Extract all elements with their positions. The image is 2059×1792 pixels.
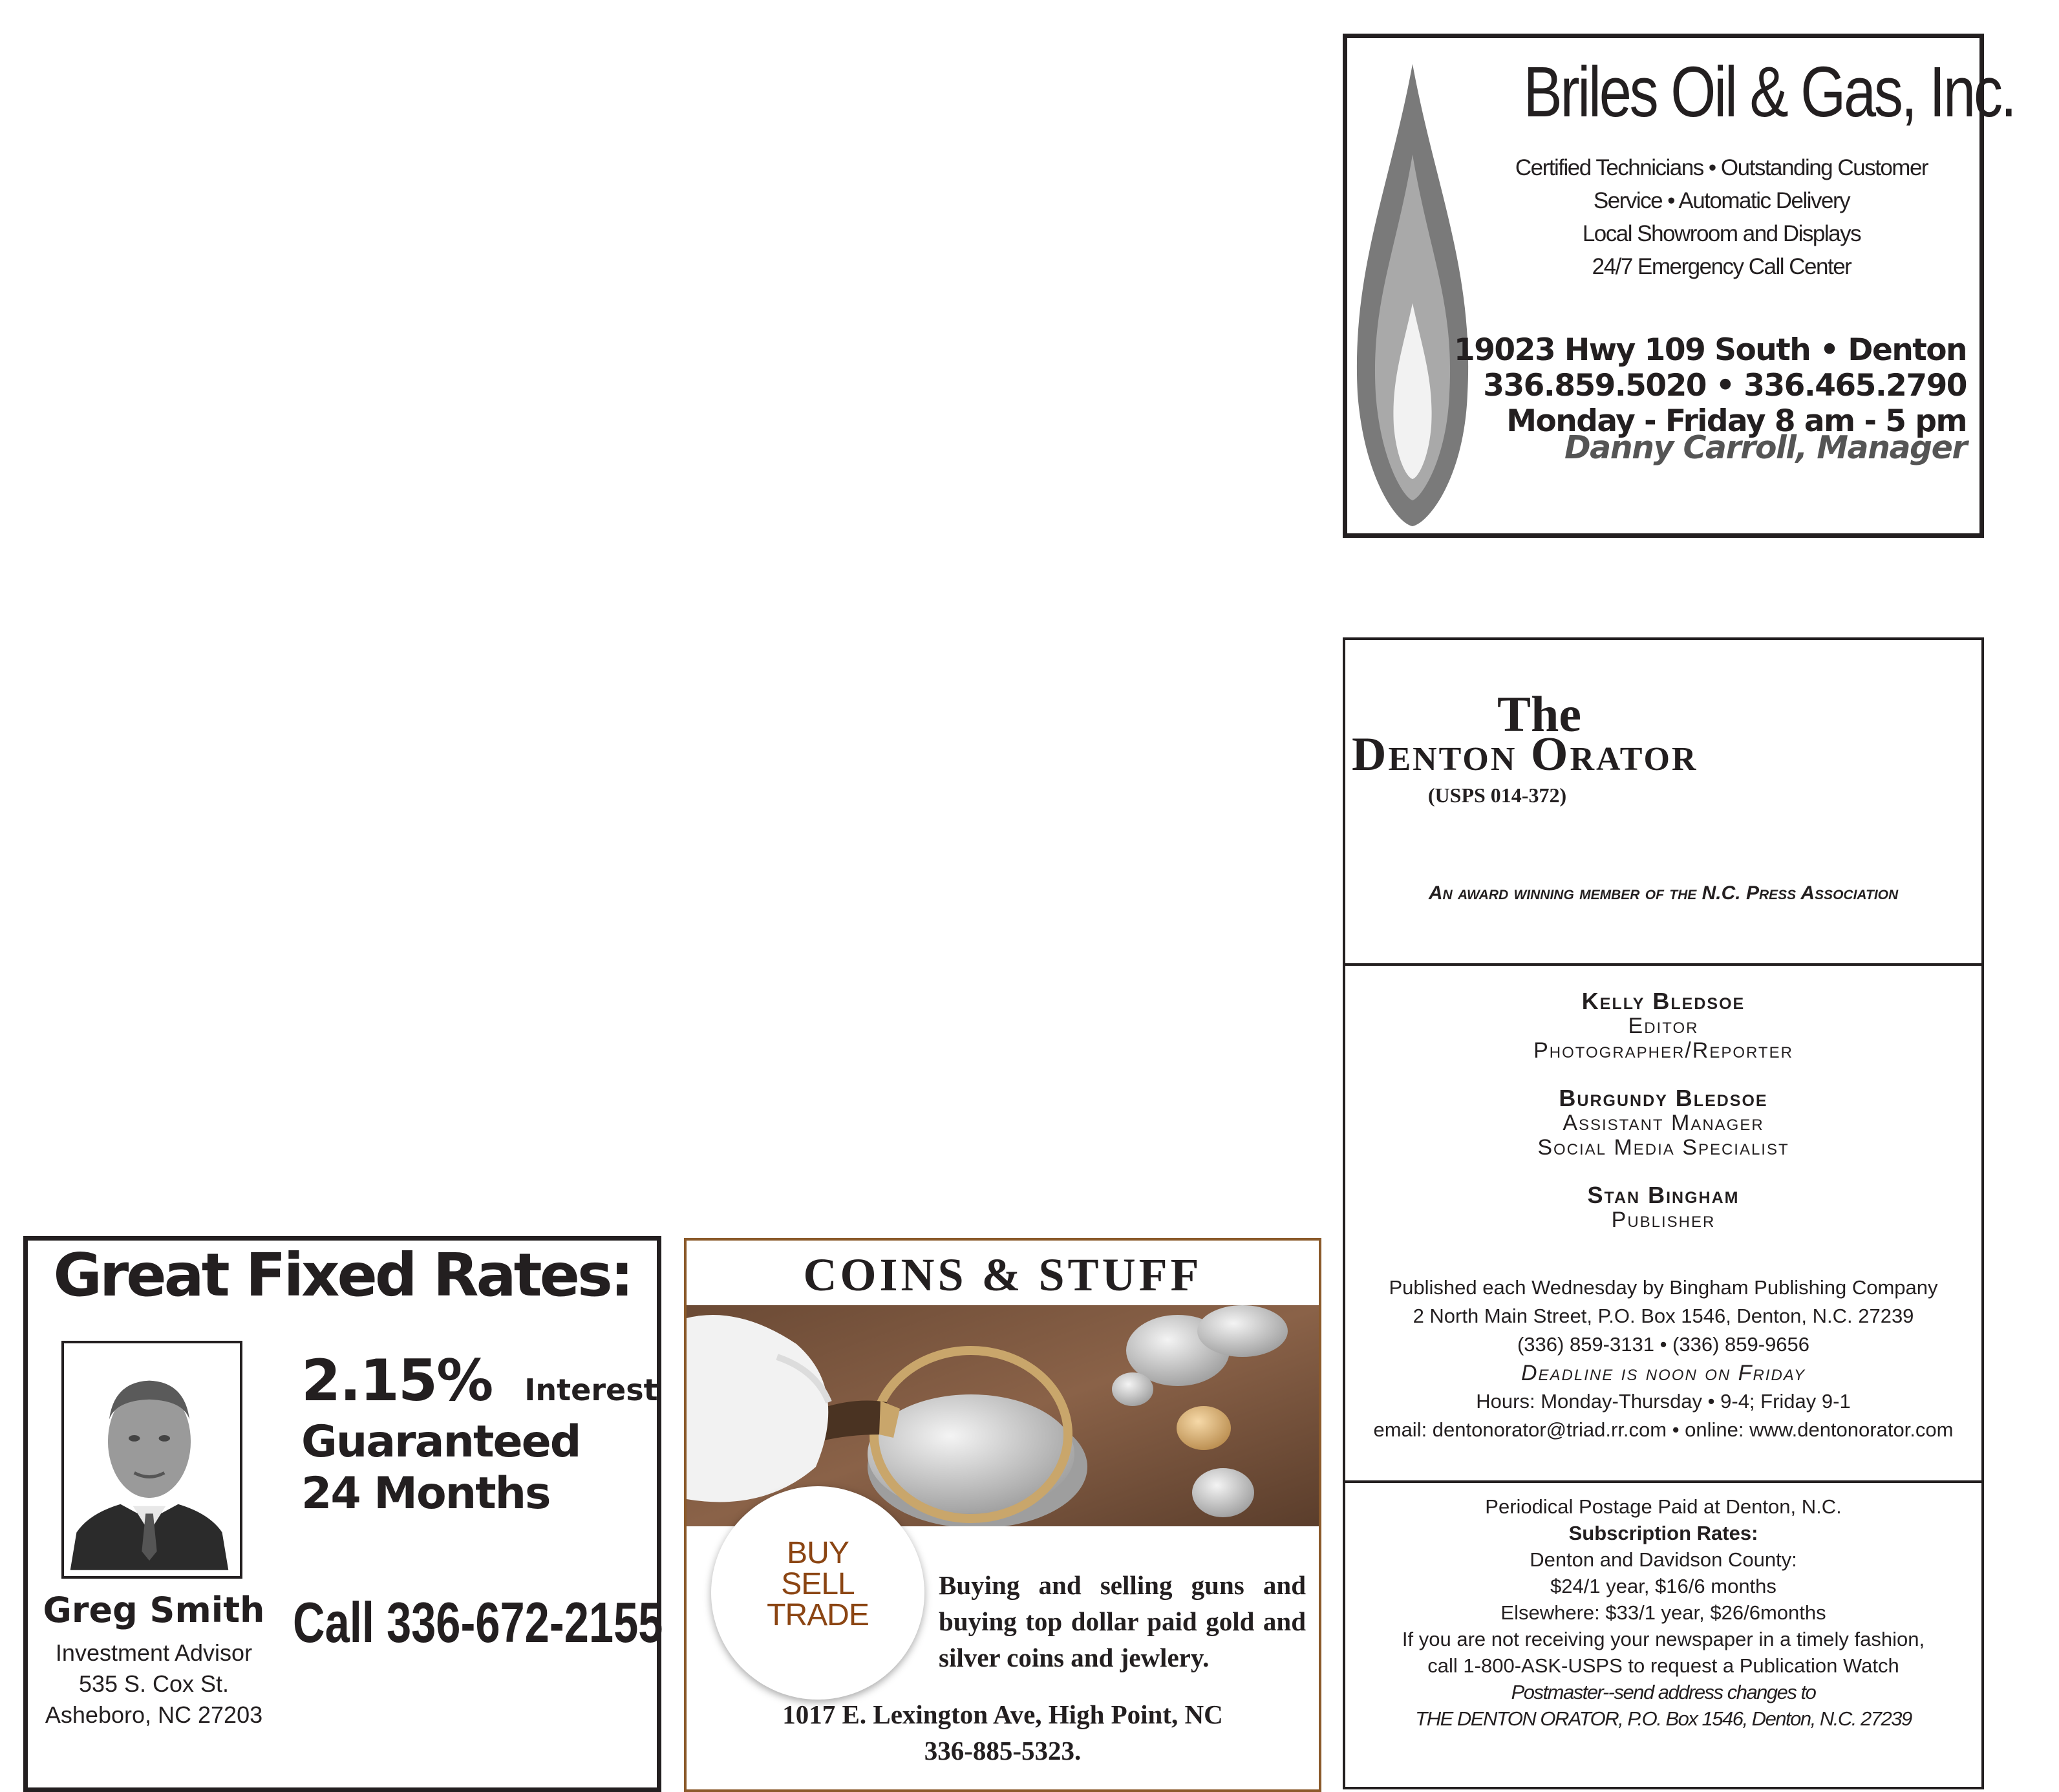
phone-numbers: 336.859.5020 • 336.465.2790: [1483, 368, 1967, 403]
badge-line: BUY: [787, 1536, 849, 1570]
staff-entry: [1345, 1183, 1981, 1232]
advisor-street: 535 S. Cox St.: [78, 1670, 229, 1697]
local-subscription: Denton and Davidson County:: [1530, 1548, 1797, 1571]
subscription-info: [1345, 1493, 1981, 1732]
business-hours: Monday - Friday 8 am - 5 pm: [1506, 403, 1967, 439]
coins-and-stuff-ad: [684, 1238, 1321, 1792]
staff-name: Burgundy Bledsoe: [1559, 1085, 1768, 1111]
postmaster-line: Postmaster--send address changes to: [1511, 1681, 1816, 1703]
staff-role: Social Media Specialist: [1537, 1135, 1789, 1160]
advisor-city: Asheboro, NC 27203: [45, 1701, 263, 1728]
office-address: 2 North Main Street, P.O. Box 1546, Denton, N.C. 27239: [1413, 1305, 1914, 1327]
delivery-notice: If you are not receiving your newspaper in a timely fashion,: [1402, 1628, 1925, 1650]
masthead-header: [1345, 640, 1981, 966]
interest-rate-line: [301, 1347, 658, 1414]
store-phone: 336-885-5323.: [924, 1736, 1082, 1765]
elsewhere-rates: Elsewhere: $33/1 year, $26/6months: [1500, 1601, 1826, 1624]
masthead-the: The: [1497, 686, 1582, 742]
delivery-notice: call 1-800-ASK-USPS to request a Publication Watch: [1427, 1654, 1899, 1677]
store-name: COINS & STUFF: [803, 1249, 1202, 1301]
staff-entry: [1345, 989, 1981, 1063]
interest-label: Interest: [524, 1372, 658, 1407]
service-line: Local Showroom and Displays: [1582, 221, 1861, 246]
subscription-section: [1345, 1480, 1981, 1789]
advisor-details: [28, 1637, 280, 1731]
fixed-rates-ad: [23, 1236, 661, 1792]
staff-section: [1345, 963, 1981, 1483]
service-line: 24/7 Emergency Call Center: [1592, 254, 1851, 279]
subscription-title: Subscription Rates:: [1568, 1522, 1758, 1544]
buy-sell-trade-badge: [711, 1486, 924, 1700]
office-phones: (336) 859-3131 • (336) 859-9656: [1517, 1333, 1810, 1356]
manager-name: Danny Carroll, Manager: [1564, 429, 1967, 466]
newspaper-masthead: [1343, 637, 1984, 1789]
office-hours: Hours: Monday-Thursday • 9-4; Friday 9-1: [1476, 1390, 1851, 1413]
briles-oil-gas-ad: [1343, 34, 2015, 538]
services-list: [1477, 151, 1967, 283]
address: 19023 Hwy 109 South • Denton: [1454, 332, 1967, 368]
usps-number: (USPS 014-372): [1427, 784, 1567, 807]
store-contact: [687, 1696, 1319, 1769]
contact-block: [1454, 332, 1967, 439]
staff-name: Kelly Bledsoe: [1581, 988, 1745, 1014]
advisor-name: Greg Smith: [43, 1590, 265, 1630]
call-phone: Call 336-672-2155: [293, 1590, 663, 1654]
interest-rate: 2.15%: [301, 1347, 493, 1414]
staff-role: Editor: [1628, 1014, 1699, 1038]
postage-line: Periodical Postage Paid at Denton, N.C.: [1485, 1495, 1842, 1518]
deadline-line: Deadline is noon on Friday: [1520, 1361, 1806, 1385]
store-address: 1017 E. Lexington Ave, High Point, NC: [782, 1700, 1223, 1729]
advisor-title: Investment Advisor: [55, 1639, 253, 1666]
staff-entry: [1345, 1086, 1981, 1160]
service-line: Certified Technicians • Outstanding Customer: [1515, 155, 1928, 180]
company-name: Briles Oil & Gas, Inc.: [1523, 52, 2015, 132]
publication-info: [1345, 1274, 1981, 1444]
staff-role: Photographer/Reporter: [1533, 1038, 1793, 1063]
staff-role: Assistant Manager: [1563, 1111, 1764, 1135]
store-description: Buying and selling guns and buying top dollar paid gold and silver coins and jewlery.: [939, 1570, 1306, 1672]
person-icon: [64, 1343, 235, 1571]
advisor-photo: [61, 1341, 242, 1579]
badge-line: TRADE: [767, 1598, 869, 1632]
staff-role: Publisher: [1611, 1208, 1716, 1232]
contact-line: email: dentonorator@triad.rr.com • online: www.dentonorator.com: [1373, 1418, 1954, 1441]
published-line: Published each Wednesday by Bingham Publishing Company: [1389, 1276, 1938, 1299]
local-rates: $24/1 year, $16/6 months: [1550, 1575, 1776, 1597]
ad-headline: Great Fixed Rates:: [53, 1241, 632, 1310]
service-line: Service • Automatic Delivery: [1593, 188, 1850, 213]
postmaster-address: THE DENTON ORATOR, P.O. Box 1546, Denton, N.C. 27239: [1415, 1707, 1912, 1730]
flame-icon: [1351, 58, 1474, 529]
term-label: 24 Months: [301, 1468, 550, 1519]
badge-line: SELL: [781, 1567, 855, 1601]
guaranteed-label: Guaranteed: [301, 1416, 581, 1467]
newspaper-name: Denton Orator: [1352, 728, 1698, 781]
award-line: An award winning member of the N.C. Press Association: [1428, 882, 1899, 904]
staff-name: Stan Bingham: [1587, 1182, 1740, 1208]
